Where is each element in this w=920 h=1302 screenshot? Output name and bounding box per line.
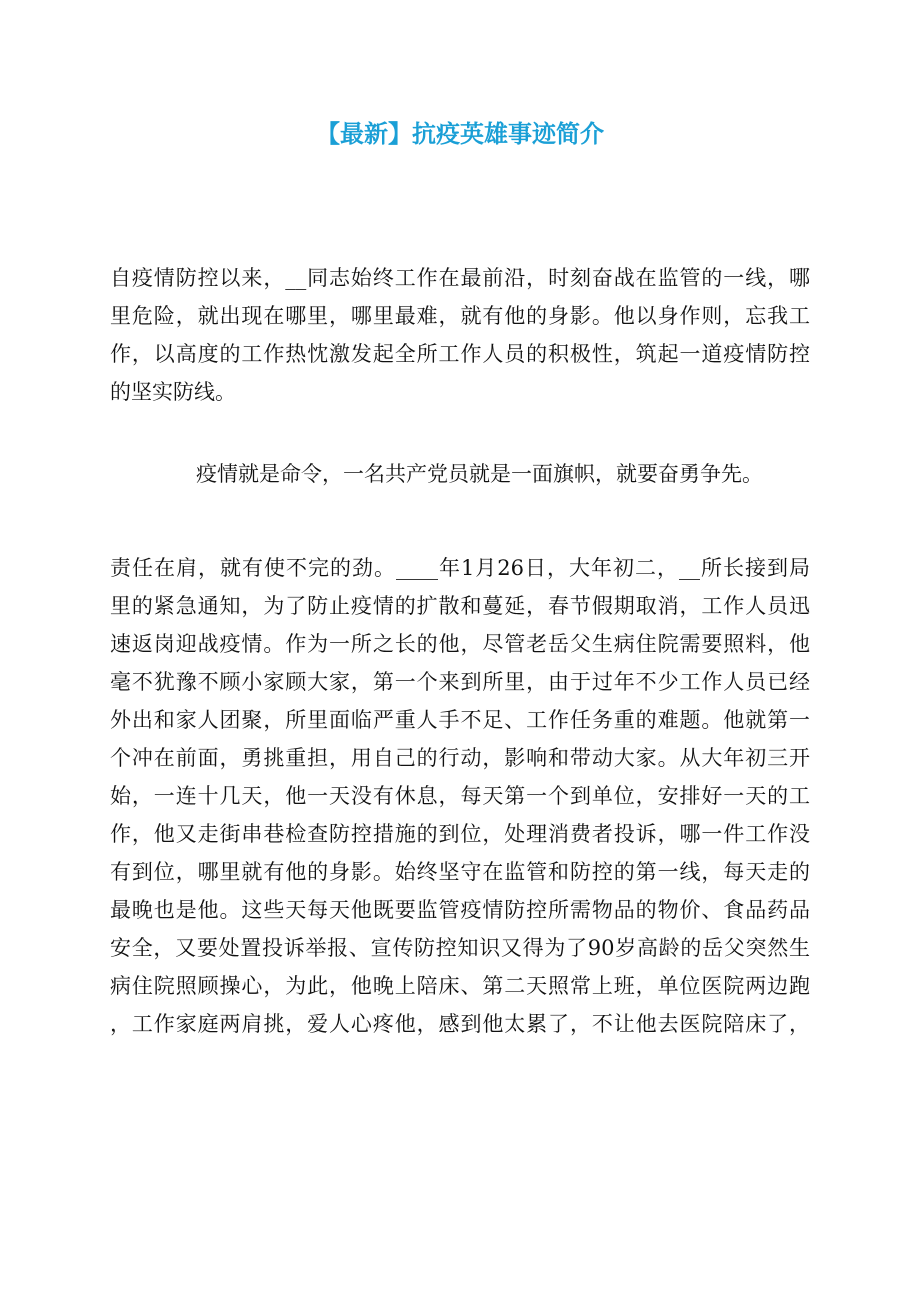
text-line: 疫情就是命令，一名共产党员就是一面旗帜，就要奋勇争先。 <box>196 462 763 486</box>
text-line: 毫不犹豫不顾小家顾大家，第一个来到所里，由于过年不少工作人员已经 <box>110 670 810 694</box>
text-line: 外出和家人团聚，所里面临严重人手不足、工作任务重的难题。他就第一 <box>110 708 810 732</box>
paragraph-3 <box>110 549 810 1043</box>
document-title: 【最新】抗疫英雄事迹简介 <box>316 120 604 148</box>
text-line: 始，一连十几天，他一天没有休息，每天第一个到单位，安排好一天的工 <box>110 784 810 808</box>
text-line: 作，他又走街串巷检查防控措施的到位，处理消费者投诉，哪一件工作没 <box>110 822 810 846</box>
paragraph-1 <box>110 259 810 411</box>
text-line: 安全，又要处置投诉举报、宣传防控知识又得为了90岁高龄的岳父突然生 <box>110 936 810 960</box>
text-line: 病住院照顾操心，为此，他晚上陪床、第二天照常上班，单位医院两边跑 <box>110 974 810 998</box>
text-line: 速返岗迎战疫情。作为一所之长的他，尽管老岳父生病住院需要照料，他 <box>110 632 810 656</box>
text-line: 个冲在前面，勇挑重担，用自己的行动，影响和带动大家。从大年初三开 <box>110 746 810 770</box>
text-line: ，工作家庭两肩挑，爱人心疼他，感到他太累了，不让他去医院陪床了， <box>110 1012 810 1036</box>
text-line: 作，以高度的工作热忱激发起全所工作人员的积极性，筑起一道疫情防控 <box>110 342 810 366</box>
text-line: 最晚也是他。这些天每天他既要监管疫情防控所需物品的物价、食品药品 <box>110 898 810 922</box>
text-line: 里危险，就出现在哪里，哪里最难，就有他的身影。他以身作则，忘我工 <box>110 304 810 328</box>
text-line: 里的紧急通知，为了防止疫情的扩散和蔓延，春节假期取消，工作人员迅 <box>110 594 810 618</box>
text-line: 的坚实防线。 <box>110 380 236 404</box>
text-line: 责任在肩，就有使不完的劲。____年1月26日，大年初二，__所长接到局 <box>110 556 810 580</box>
paragraph-2 <box>196 455 810 493</box>
text-line: 自疫情防控以来，__同志始终工作在最前沿，时刻奋战在监管的一线，哪 <box>110 266 810 290</box>
text-line: 有到位，哪里就有他的身影。始终坚守在监管和防控的第一线，每天走的 <box>110 860 810 884</box>
